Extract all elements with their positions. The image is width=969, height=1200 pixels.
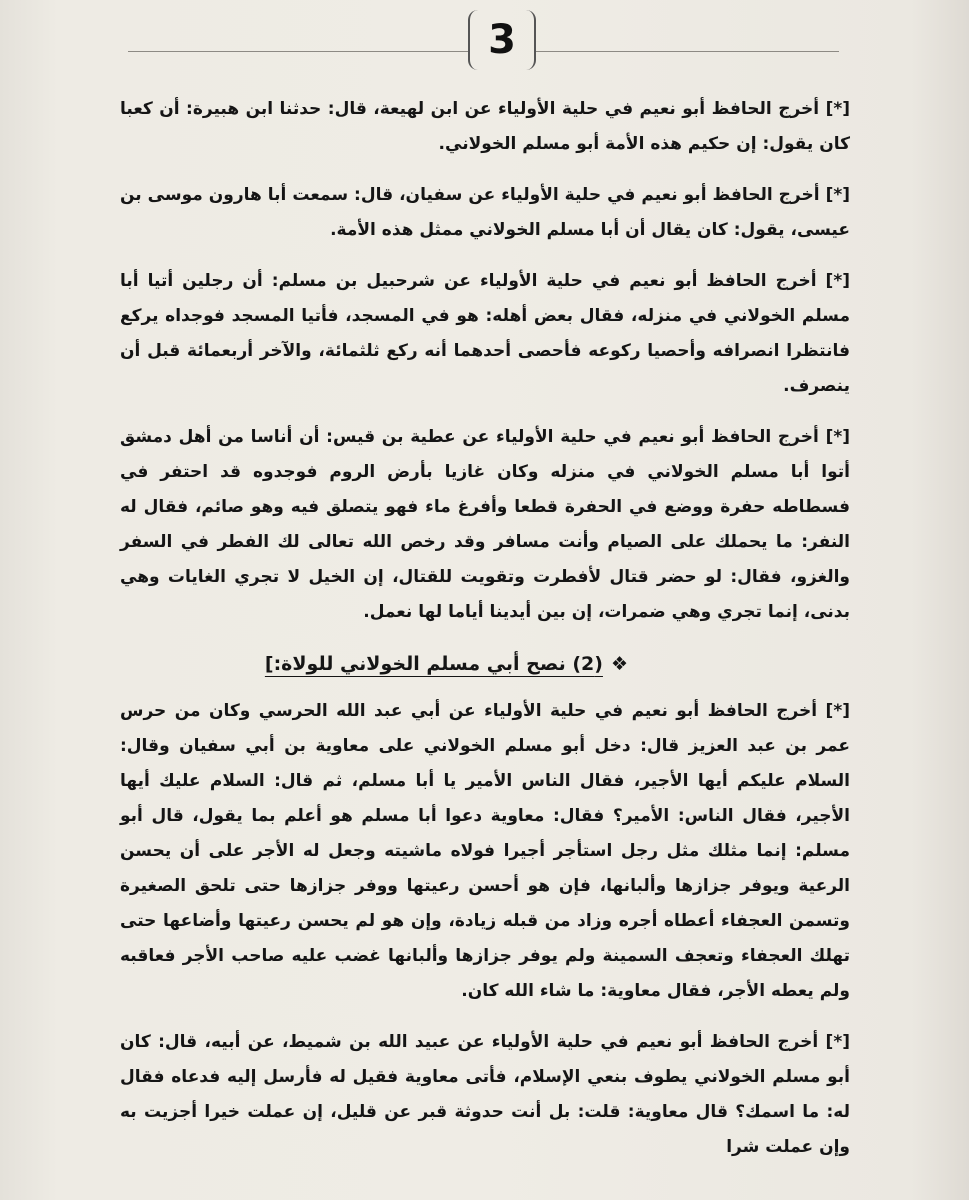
paragraph-3: [*] أخرج الحافظ أبو نعيم في حلية الأولياء عن شرحبيل بن مسلم: أن رجلين أتيا أبا مسلم الخولاني في منزله، فقال بعض أهله: هو في المسجد، فأتيا المسجد فوجداه يركع فانتظرا انصرافه وأحصيا ركوعه فأحصى أحدهما أنه ركع ثلثمائة، والآخر أربعمائة قبل أن ينصرف. [120, 271, 850, 396]
section-title: (2) نصح أبي مسلم الخولاني للولاة:] [264, 653, 603, 675]
header-rule-left [128, 51, 468, 52]
page-header [128, 10, 839, 70]
paragraph-5: [*] أخرج الحافظ أبو نعيم في حلية الأولياء عن أبي عبد الله الحرسي وكان من حرس عمر بن عبد العزيز قال: دخل أبو مسلم الخولاني على معاوية بن أبي سفيان وقال: السلام عليكم أيها الأجير، فقال الناس الأمير يا أبا مسلم، ثم قال: السلام عليك أيها الأجير، فقال الناس: الأمير؟ فقال: معاوية دعوا أبا مسلم هو أعلم بما يقول، قال أبو مسلم: إنما مثلك مثل رجل استأجر أجيرا فولاه ماشيته وجعل له الأجر على أن يحسن الرعية ويوفر جزازها وألبانها، فإن هو أحسن رعيتها ووفر جزازها حتى تلحق الصغيرة وتسمن العجفاء أعطاه أجره وزاد من قبله زيادة، وإن هو لم يحسن رعيتها وأضاعها حتى تهلك العجفاء وتعجف السمينة ولم يوفر جزازها وألبانها غضب عليه صاحب الأجر فعاقبه ولم يعطه الأجر، فقال معاوية: ما شاء الله كان. [120, 701, 850, 1001]
section-heading [120, 646, 850, 682]
paragraph-4: [*] أخرج الحافظ أبو نعيم في حلية الأولياء عن عطية بن قيس: أن أناسا من أهل دمشق أتوا أبا مسلم الخولاني في منزله وكان غازيا بأرض الروم فوجدوه قد احتفر في فسطاطه حفرة ووضع في الحفرة قطعا وأفرغ ماء فهو يتصلق فيه وهو صائم، فقال له النفر: ما يحملك على الصيام وأنت مسافر وقد رخص الله تعالى لك الفطر في السفر والغزو، فقال: لو حضر قتال لأفطرت وتقويت للقتال، إن الخيل لا تجري الغايات وهي بدنى، إنما تجري وهي ضمرات، إن بين أيدينا أياما لها نعمل. [120, 427, 850, 622]
header-rule-right [536, 51, 839, 52]
paragraph-2: [*] أخرج الحافظ أبو نعيم في حلية الأولياء عن سفيان، قال: سمعت أبا هارون موسى بن عيسى، يقول: كان يقال أن أبا مسلم الخولاني ممثل هذه الأمة. [120, 185, 850, 240]
diamond-bullet-icon: ❖ [610, 653, 628, 675]
paragraph-6: [*] أخرج الحافظ أبو نعيم في حلية الأولياء عن عبيد الله بن شميط، عن أبيه، قال: كان أبو مسلم الخولاني يطوف بنعي الإسلام، فأتى معاوية فقيل له فأرسل إليه فدعاه فقال له: ما اسمك؟ قال معاوية: قلت: بل أنت حدوثة قبر عن قليل، إن عملت خيرا أجزيت به وإن عملت شرا [120, 1032, 850, 1157]
page-number: 3 [468, 10, 536, 70]
paragraph-1: [*] أخرج الحافظ أبو نعيم في حلية الأولياء عن ابن لهيعة، قال: حدثنا ابن هبيرة: أن كعبا كان يقول: إن حكيم هذه الأمة أبو مسلم الخولاني. [120, 99, 850, 154]
page-body [120, 92, 850, 1181]
